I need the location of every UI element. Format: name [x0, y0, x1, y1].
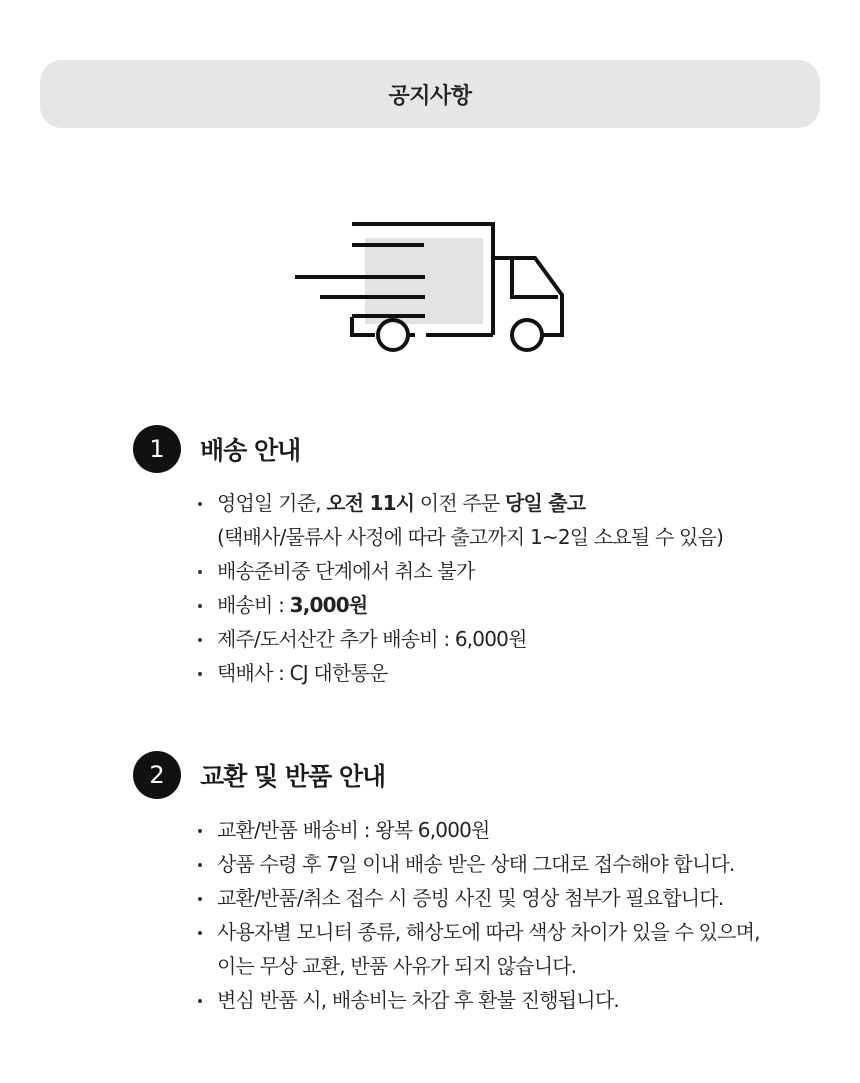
- notice-header: [40, 60, 820, 128]
- list-item: 제주/도서산간 추가 배송비 : 6,000원: [197, 622, 823, 656]
- list-item: 영업일 기준, 오전 11시 이전 주문 당일 출고 (택배사/물류사 사정에 따라 출고까지 1~2일 소요될 수 있음): [197, 486, 823, 554]
- list-item: 교환/반품 배송비 : 왕복 6,000원: [197, 813, 823, 847]
- list-item: 택배사 : CJ 대한통운: [197, 656, 823, 690]
- delivery-truck-icon: [290, 215, 575, 360]
- exchange-return-section: [133, 750, 823, 1017]
- list-item: 사용자별 모니터 종류, 해상도에 따라 색상 차이가 있을 수 있으며, 이는 무상 교환, 반품 사유가 되지 않습니다.: [197, 915, 823, 983]
- shipping-info-section: [133, 424, 823, 690]
- section-number-badge: 2: [133, 751, 181, 799]
- section-number-badge: 1: [133, 425, 181, 473]
- list-item: 상품 수령 후 7일 이내 배송 받은 상태 그대로 접수해야 합니다.: [197, 847, 823, 881]
- notice-title: 공지사항: [388, 83, 472, 109]
- list-item: 교환/반품/취소 접수 시 증빙 사진 및 영상 첨부가 필요합니다.: [197, 881, 823, 915]
- section-title: 배송 안내: [200, 436, 301, 465]
- list-item: 변심 반품 시, 배송비는 차감 후 환불 진행됩니다.: [197, 983, 823, 1017]
- list-item: 배송준비중 단계에서 취소 불가: [197, 554, 823, 588]
- section-title: 교환 및 반품 안내: [200, 762, 386, 791]
- list-item: 배송비 : 3,000원: [197, 588, 823, 622]
